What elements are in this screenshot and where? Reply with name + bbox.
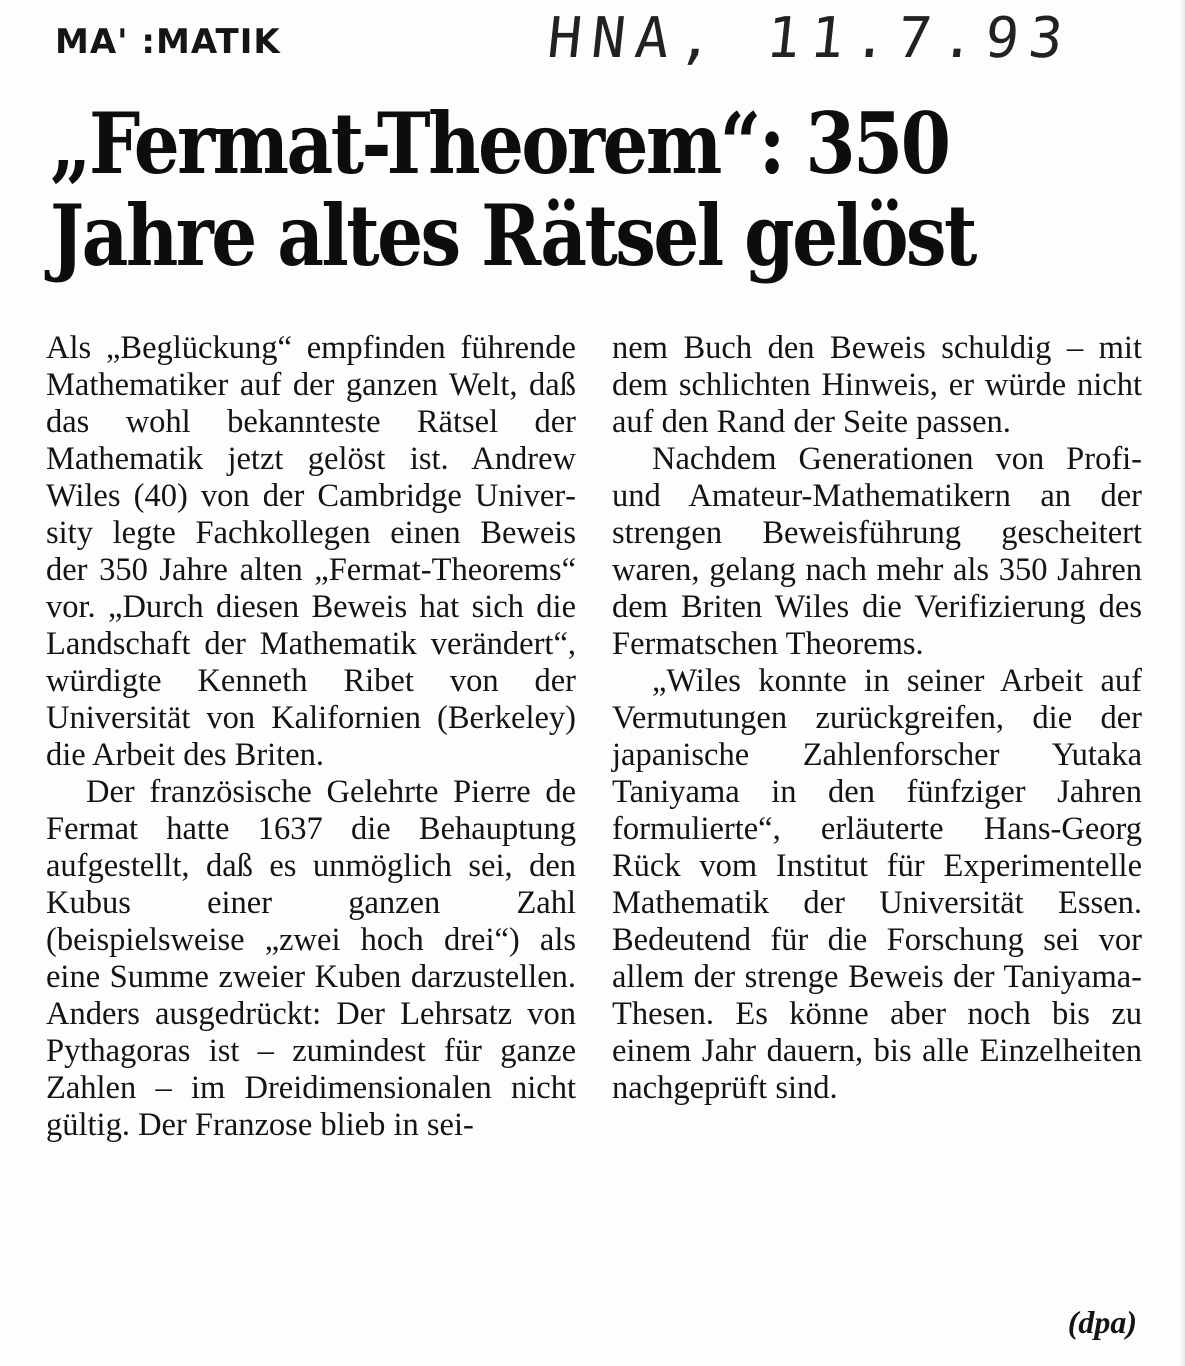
paragraph: „Wiles konnte in seiner Arbeit auf Vermutungen zurückgreifen, die der japanische Zahlenforscher Yutaka Taniyama in den fünfziger Jahren formulierte“, erläuterte Hans-Georg Rück vom Institut für Experimentelle Mathematik der Universität Essen. Bedeutend für die Forschung sei vor allem der strenge Beweis der Taniyama-Thesen. Es könne aber noch bis zu einem Jahr dauern, bis alle Einzelheiten nachgeprüft sind. xyxy=(612,663,1142,1106)
paragraph: nem Buch den Beweis schuldig – mit dem schlichten Hinweis, er würde nicht auf den Rand der Seite passen. xyxy=(612,330,1142,440)
article-headline xyxy=(50,94,1005,285)
scan-edge-divider xyxy=(1179,0,1185,1366)
headline-line-1: „Fermat-Theorem“: 350 xyxy=(50,94,949,193)
article-column-left xyxy=(46,330,576,1144)
headline-line-2: Jahre altes Rätsel gelöst xyxy=(50,186,975,285)
paragraph: Nachdem Generationen von Profi- und Amateur-Mathematikern an der strengen Beweisführung gescheitert waren, gelang nach mehr als 350 Jahren dem Briten Wiles die Verifizierung des Fermatschen Theorems. xyxy=(612,441,1142,662)
handwritten-source-note: HNA, 11.7.93 xyxy=(544,6,1076,71)
paragraph: Der französische Gelehrte Pierre de Fermat hatte 1637 die Behauptung aufgestellt, daß es unmöglich sei, den Kubus einer ganzen Zahl (beispielsweise „zwei hoch drei“) als eine Summe zweier Kuben darzustellen. Anders ausgedrückt: Der Lehrsatz von Pythagoras ist – zumindest für ganze Zahlen – im Dreidimensionalen nicht gültig. Der Franzose blieb in sei- xyxy=(46,774,576,1143)
agency-credit: (dpa) xyxy=(1067,1304,1137,1340)
paragraph: Als „Beglückung“ empfinden führende Mathematiker auf der ganzen Welt, daß das wohl bekannteste Rätsel der Mathematik jetzt gelöst ist. Andrew Wiles (40) von der Cambridge University legte Fachkollegen einen Beweis der 350 Jahre alten „Fermat-Theorems“ vor. „Durch diesen Beweis hat sich die Landschaft der Mathematik verändert“, würdigte Kenneth Ribet von der Universität von Kalifornien (Berkeley) die Arbeit des Briten. xyxy=(46,330,576,773)
section-rubric: MA' :MATIK xyxy=(55,22,281,62)
article-column-right xyxy=(612,330,1142,1107)
